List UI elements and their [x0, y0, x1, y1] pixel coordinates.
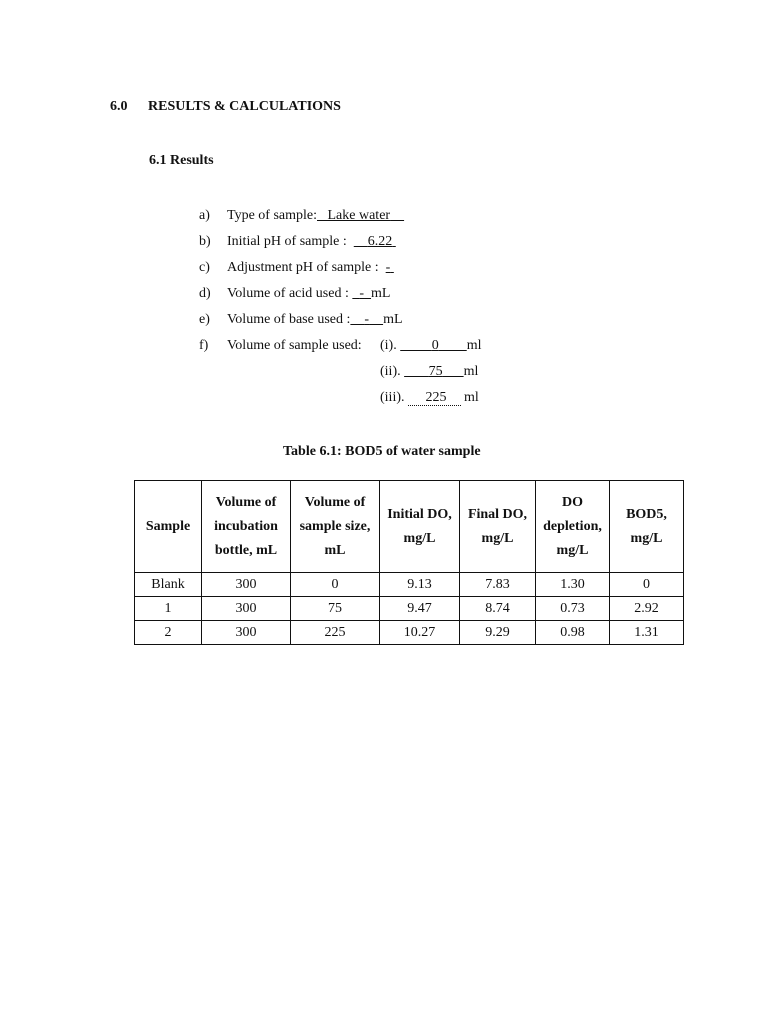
- list-item: [199, 232, 404, 258]
- table-row: [135, 597, 684, 621]
- header-bod5: BOD5, mg/L: [610, 481, 684, 573]
- table-cell: 300: [202, 597, 291, 621]
- section-title: RESULTS & CALCULATIONS: [148, 99, 341, 114]
- bod5-table: [134, 480, 684, 645]
- item-value: -: [359, 286, 365, 301]
- table-cell: 9.13: [380, 573, 460, 597]
- header-bottle-volume: Volume of incubation bottle, mL: [202, 481, 291, 573]
- section-number: 6.0: [110, 99, 128, 114]
- table-cell: 10.27: [380, 621, 460, 645]
- table-cell: 225: [291, 621, 380, 645]
- list-item: [199, 258, 404, 284]
- item-text: Volume of base used :: [227, 312, 351, 327]
- item-label: e): [199, 312, 210, 327]
- table-cell: 7.83: [460, 573, 536, 597]
- list-item: [199, 310, 404, 336]
- item-text: Volume of sample used:: [227, 338, 362, 353]
- table-cell: 0.73: [536, 597, 610, 621]
- table-row: [135, 621, 684, 645]
- item-value: Lake water: [327, 208, 391, 223]
- table-cell: 9.47: [380, 597, 460, 621]
- item-text: Initial pH of sample :: [227, 234, 347, 249]
- list-item: [199, 206, 404, 232]
- table-caption: Table 6.1: BOD5 of water sample: [283, 444, 481, 459]
- table-cell: 1: [135, 597, 202, 621]
- item-value: -: [385, 260, 391, 275]
- item-unit: mL: [383, 312, 403, 327]
- table-cell: 1.30: [536, 573, 610, 597]
- list-item: [199, 284, 404, 310]
- table-header-row: [135, 481, 684, 573]
- item-text: Type of sample:: [227, 208, 317, 223]
- item-label: c): [199, 260, 210, 275]
- table-cell: 2.92: [610, 597, 684, 621]
- subsection-title: 6.1 Results: [149, 153, 214, 168]
- item-value: -: [364, 312, 370, 327]
- item-label: a): [199, 208, 210, 223]
- item-label: b): [199, 234, 211, 249]
- sample-volume-iii: (iii). 225 ml: [380, 390, 479, 405]
- table-row: [135, 573, 684, 597]
- table-cell: 2: [135, 621, 202, 645]
- item-value: 6.22: [367, 234, 393, 249]
- table-cell: 300: [202, 621, 291, 645]
- header-sample: Sample: [135, 481, 202, 573]
- table-cell: 9.29: [460, 621, 536, 645]
- item-label: f): [199, 338, 209, 353]
- sample-volume-ii: (ii). 75 ml: [380, 364, 479, 379]
- table-cell: 8.74: [460, 597, 536, 621]
- item-text: Volume of acid used :: [227, 286, 349, 301]
- results-list: [199, 206, 404, 362]
- table-cell: 0: [291, 573, 380, 597]
- header-do-depletion: DO depletion, mg/L: [536, 481, 610, 573]
- table-cell: 0.98: [536, 621, 610, 645]
- table-cell: 300: [202, 573, 291, 597]
- list-item: [199, 336, 404, 362]
- item-text: Adjustment pH of sample :: [227, 260, 379, 275]
- sample-volume-i: (i). 0 ml: [380, 338, 482, 353]
- table-cell: Blank: [135, 573, 202, 597]
- header-initial-do: Initial DO, mg/L: [380, 481, 460, 573]
- header-final-do: Final DO, mg/L: [460, 481, 536, 573]
- header-sample-volume: Volume of sample size, mL: [291, 481, 380, 573]
- item-label: d): [199, 286, 211, 301]
- table-cell: 0: [610, 573, 684, 597]
- item-unit: mL: [371, 286, 391, 301]
- table-cell: 1.31: [610, 621, 684, 645]
- table-cell: 75: [291, 597, 380, 621]
